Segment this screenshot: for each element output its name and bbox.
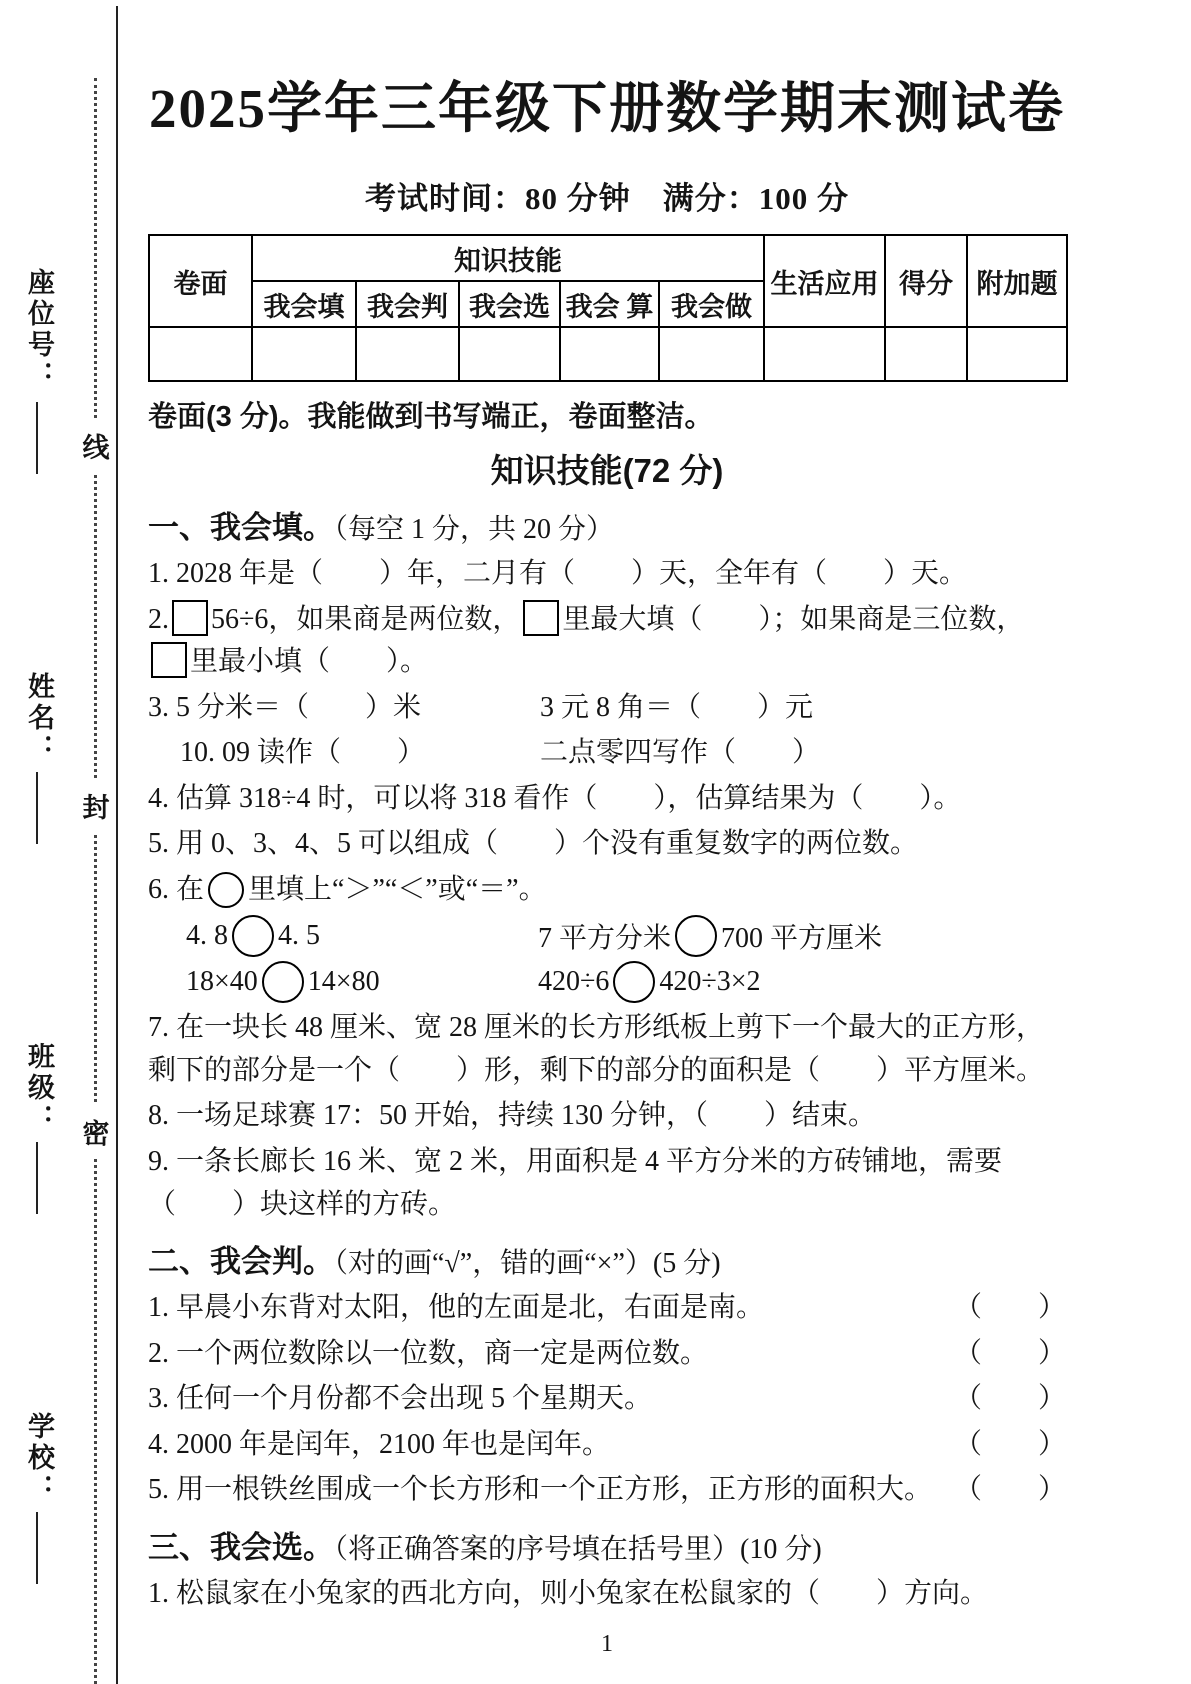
question-3-left1: 3. 5 分米＝（ ）米: [148, 691, 422, 723]
judge-question-4: [148, 1424, 1066, 1467]
class-blank: [36, 1142, 38, 1214]
table-header-zhishi-jineng: 知识技能: [252, 235, 764, 281]
table-header-fujia: 附加题: [967, 235, 1067, 327]
seal-dotted-line: [94, 78, 97, 1684]
table-header-shenghuo: 生活应用: [764, 235, 885, 327]
judge-text: 5. 用一根铁丝围成一个长方形和一个正方形，正方形的面积大。: [148, 1474, 933, 1506]
answer-blank: （ ）: [953, 1474, 1066, 1506]
comparison-left: 4. 8: [186, 920, 228, 952]
score-cell: [764, 327, 885, 381]
comparison-pair: [186, 961, 538, 1003]
answer-blank: （ ）: [953, 1337, 1066, 1369]
score-cell: [659, 327, 764, 381]
table-subheader-zuo: 我会做: [659, 281, 764, 327]
choice-question-1: 1. 松鼠家在小兔家的西北方向，则小兔家在松鼠家的（ ）方向。: [148, 1577, 989, 1609]
school-label: 学校：: [24, 1412, 54, 1505]
question-6-row2: [148, 961, 1066, 1003]
comparison-circle: [675, 915, 717, 957]
question-2-number: 2.: [148, 603, 169, 635]
judge-question-3: [148, 1378, 1066, 1421]
question-8: 8. 一场足球赛 17：50 开始，持续 130 分钟，（ ）结束。: [148, 1100, 877, 1132]
section1-subtitle: （每空 1 分，共 20 分）: [334, 514, 615, 545]
score-cell: [459, 327, 560, 381]
question-1: 1. 2028 年是（ ）年，二月有（ ）天，全年有（ ）天。: [148, 558, 968, 589]
question-3-right1: 3 元 8 角＝（ ）元: [540, 691, 814, 723]
comparison-right: 700 平方厘米: [721, 923, 883, 955]
comparison-right: 14×80: [307, 966, 380, 998]
comparison-circle: [208, 872, 244, 908]
exam-content: [148, 46, 1066, 1618]
judge-question-1: [148, 1287, 1066, 1330]
juanmian-note: 卷面(3 分)。我能做到书写端正，卷面整洁。: [148, 401, 714, 433]
judge-text: 2. 一个两位数除以一位数，商一定是两位数。: [148, 1337, 709, 1369]
seal-border-line: [116, 6, 118, 1684]
score-cell: [149, 327, 252, 381]
blank-box: [523, 600, 559, 636]
question-6-row1: [148, 915, 1066, 957]
judge-text: 1. 早晨小东背对太阳，他的左面是北，右面是南。: [148, 1292, 765, 1324]
question-2: [148, 599, 1066, 684]
question-7: 7. 在一块长 48 厘米、宽 28 厘米的长方形纸板上剪下一个最大的正方形，剩下的部分是一个（ ）形，剩下的部分的面积是（ ）平方厘米。: [148, 1012, 1045, 1086]
comparison-left: 420÷6: [538, 966, 610, 998]
class-label: 班级：: [24, 1042, 54, 1135]
question-3-left2: 10. 09 读作（ ）: [180, 737, 426, 769]
section2-subtitle: （对的画“√”，错的画“×”）(5 分): [334, 1248, 721, 1280]
table-subheader-xuan: 我会选: [459, 281, 560, 327]
table-header-juanmian: 卷面: [149, 235, 252, 327]
judge-text: 4. 2000 年是闰年，2100 年也是闰年。: [148, 1428, 611, 1460]
score-cell: [967, 327, 1067, 381]
question-2-part1: 56÷6，如果商是两位数，: [211, 603, 521, 635]
question-2-part3: 里最小填（ ）。: [190, 646, 429, 678]
section3-title: 三、我会选。: [148, 1529, 334, 1565]
table-subheader-suan: 我会 算: [560, 281, 659, 327]
section2-header: [148, 1236, 1066, 1281]
score-cell: [252, 327, 356, 381]
seal-char-mi: 密: [81, 1104, 111, 1159]
question-3-line1: [148, 687, 1066, 730]
blank-box: [172, 600, 208, 636]
score-table: [148, 234, 1068, 382]
section3-header: [148, 1522, 1066, 1567]
judge-question-5: [148, 1469, 1066, 1512]
section1-header: [148, 502, 1066, 547]
section3-subtitle: （将正确答案的序号填在括号里）(10 分): [334, 1533, 822, 1565]
answer-blank: （ ）: [953, 1292, 1066, 1324]
name-label: 姓名：: [24, 672, 54, 765]
comparison-right: 4. 5: [278, 920, 320, 952]
judge-question-2: [148, 1333, 1066, 1376]
table-subheader-pan: 我会判: [356, 281, 459, 327]
comparison-circle: [232, 915, 274, 957]
school-blank: [36, 1512, 38, 1584]
comparison-right: 420÷3×2: [659, 966, 761, 998]
exam-info: 考试时间：80 分钟 满分：100 分: [365, 181, 849, 216]
question-3-right2: 二点零四写作（ ）: [540, 737, 821, 769]
question-6-intro: [148, 869, 1066, 912]
question-2-part2: 里最大填（ ）；如果商是三位数，: [562, 603, 1025, 635]
comparison-pair: [538, 915, 882, 957]
question-6-pre: 6. 在: [148, 873, 205, 905]
comparison-pair: [186, 915, 538, 957]
name-blank: [36, 772, 38, 844]
score-cell: [356, 327, 459, 381]
score-cell: [885, 327, 967, 381]
section2-title: 二、我会判。: [148, 1244, 334, 1280]
table-header-defen: 得分: [885, 235, 967, 327]
page-number: 1: [601, 1631, 613, 1657]
comparison-left: 7 平方分米: [538, 923, 672, 955]
seat-number-blank: [36, 402, 38, 474]
seat-number-label: 座位号：: [24, 268, 54, 392]
table-subheader-tian: 我会填: [252, 281, 356, 327]
answer-blank: （ ）: [953, 1428, 1066, 1460]
blank-box: [151, 642, 187, 678]
answer-blank: （ ）: [953, 1383, 1066, 1415]
judge-text: 3. 任何一个月份都不会出现 5 个星期天。: [148, 1383, 653, 1415]
comparison-pair: [538, 961, 761, 1003]
seal-char-xian: 线: [81, 418, 111, 473]
question-6-post: 里填上“＞”“＜”或“＝”。: [248, 873, 547, 905]
score-cell: [560, 327, 659, 381]
comparison-circle: [262, 961, 304, 1003]
question-9: 9. 一条长廊长 16 米、宽 2 米，用面积是 4 平方分米的方砖铺地，需要（ ）块这样的方砖。: [148, 1146, 1003, 1220]
knowledge-section-heading: 知识技能(72 分): [490, 452, 724, 489]
section1-title: 一、我会填。: [148, 510, 334, 545]
seal-char-feng: 封: [81, 778, 111, 833]
question-5: 5. 用 0、3、4、5 可以组成（ ）个没有重复数字的两位数。: [148, 828, 919, 860]
question-3-line2: [148, 732, 1066, 775]
question-4: 4. 估算 318÷4 时，可以将 318 看作（ ），估算结果为（ ）。: [148, 782, 962, 814]
comparison-left: 18×40: [186, 966, 258, 998]
comparison-circle: [613, 961, 655, 1003]
page-title: 2025学年三年级下册数学期末测试卷: [148, 78, 1065, 139]
